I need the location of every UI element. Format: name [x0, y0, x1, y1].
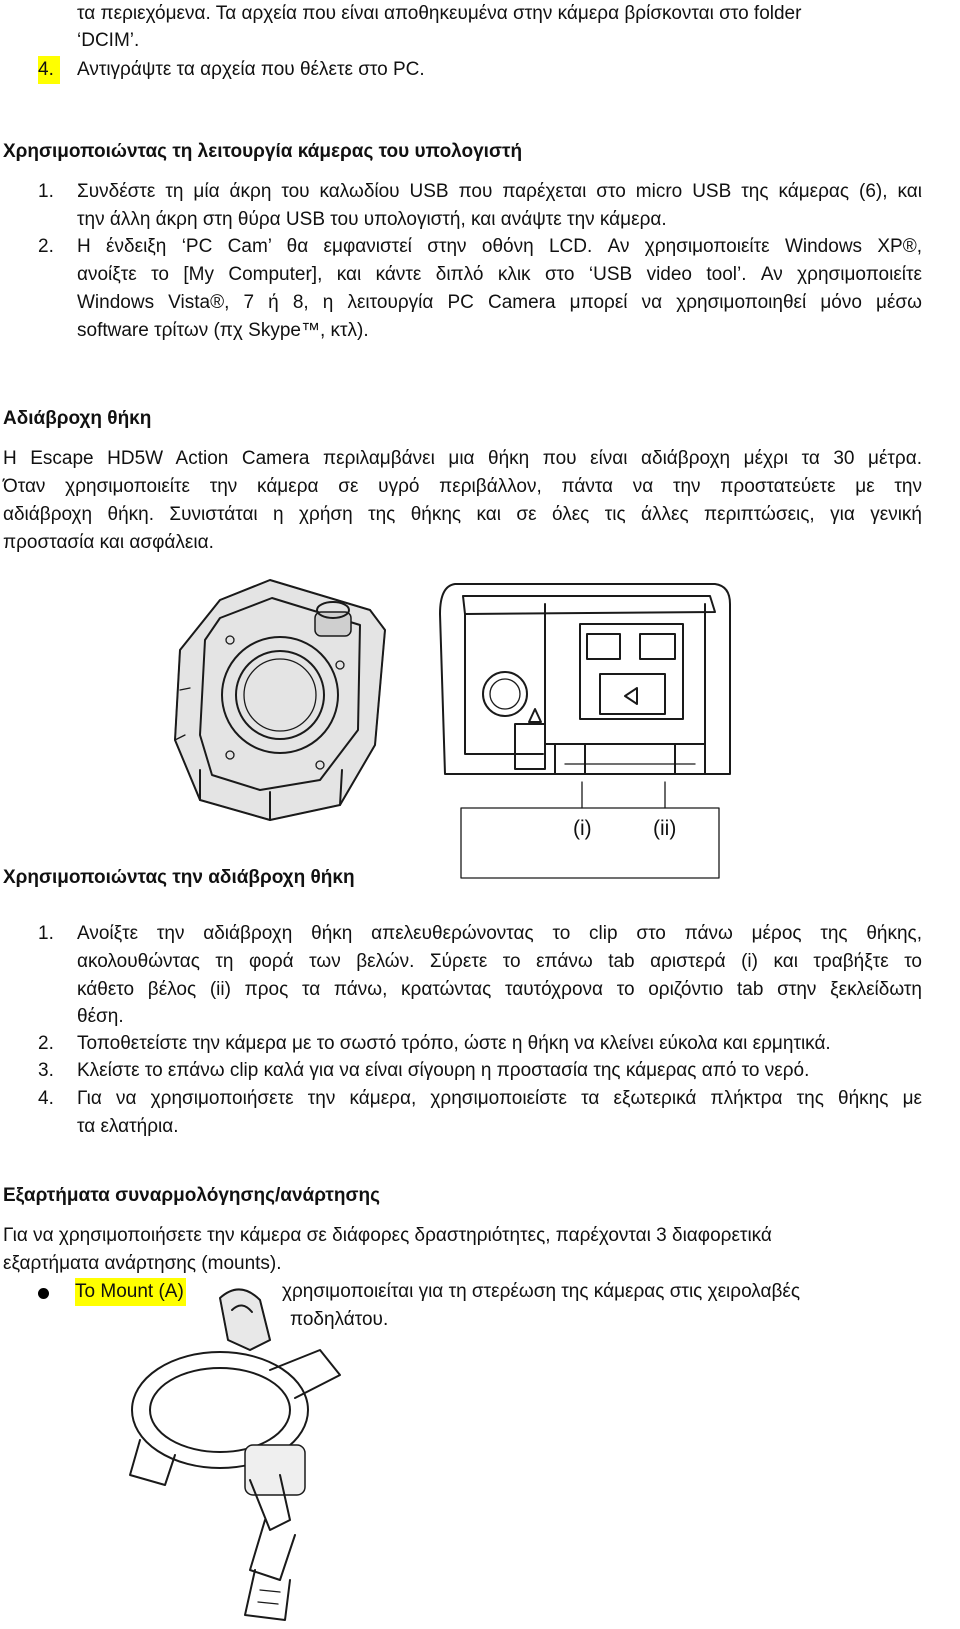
waterproof-line-1: Η Escape HD5W Action Camera περιλαμβάνει μια θήκη που είναι αδιάβροχη μέχρι τα 30 μέτρα. [3, 448, 922, 469]
pc-step-1-number: 1. [38, 181, 54, 202]
figure-label-ii: (ii) [653, 817, 677, 840]
handlebar-mount-illustration [120, 1280, 400, 1625]
case-step-1-line-2: ακολουθώντας τη φορά των βελών. Σύρετε το επάνω tab αριστερά (i) και τραβήξτε το [77, 951, 922, 972]
case-step-1-line-4: θέση. [77, 1006, 124, 1027]
waterproof-housing-front-illustration [160, 570, 410, 830]
pc-camera-heading: Χρησιμοποιώντας τη λειτουργία κάμερας του υπολογιστή [3, 141, 523, 162]
case-step-4-line-1: Για να χρησιμοποιήσετε την κάμερα, χρησιμοποιείστε τα εξωτερικά πλήκτρα της θήκης με [77, 1088, 922, 1109]
mount-a-desc-line-2: ποδηλάτου. [290, 1309, 389, 1330]
pc-step-1-line-2: την άλλη άκρη στη θύρα USB του υπολογιστή, και ανάψτε την κάμερα. [77, 209, 667, 230]
mounts-line-2: εξαρτήματα ανάρτησης (mounts). [3, 1253, 282, 1274]
mounts-heading: Εξαρτήματα συναρμολόγησης/ανάρτησης [3, 1185, 380, 1206]
case-step-2-line-1: Τοποθετείστε την κάμερα με το σωστό τρόπο, ώστε η θήκη να κλείνει εύκολα και ερμητικά. [77, 1033, 831, 1054]
waterproof-housing-back-illustration [425, 574, 735, 794]
mount-a-desc-line-1: χρησιμοποιείται για τη στερέωση της κάμερας στις χειρολαβές [282, 1281, 801, 1302]
case-step-1-line-3: κάθετο βέλος (ii) προς τα πάνω, κρατώντας ταυτόχρονα το οριζόντιο tab στην ξεκλείδωτη [77, 979, 922, 1000]
pc-step-2-line-1: Η ένδειξη ‘PC Cam’ θα εμφανιστεί στην οθόνη LCD. Αν χρησιμοποιείτε Windows XP®, [77, 236, 922, 257]
intro-step-4-text: Αντιγράψτε τα αρχεία που θέλετε στο PC. [77, 59, 425, 80]
case-step-4-number: 4. [38, 1088, 54, 1109]
pc-step-2-number: 2. [38, 236, 54, 257]
waterproof-line-4: προστασία και ασφάλεια. [3, 532, 214, 553]
bullet-dot [38, 1288, 49, 1299]
pc-step-2-line-4: software τρίτων (πχ Skype™, κτλ). [77, 320, 369, 341]
pc-step-2-line-3: Windows Vista®, 7 ή 8, η λειτουργία PC Camera μπορεί να χρησιμοποιηθεί μόνο μέσω [77, 292, 922, 313]
waterproof-line-3: αδιάβροχη θήκη. Συνιστάται η χρήση της θήκης και σε όλες τις άλλες περιπτώσεις, για γενική [3, 504, 922, 525]
intro-line-1: τα περιεχόμενα. Τα αρχεία που είναι αποθηκευμένα στην κάμερα βρίσκονται στο folder [77, 3, 802, 24]
mount-a-label: Το Mount (A) [75, 1278, 186, 1306]
case-step-2-number: 2. [38, 1033, 54, 1054]
intro-step-4-number: 4. [38, 56, 60, 84]
using-case-heading: Χρησιμοποιώντας την αδιάβροχη θήκη [3, 867, 355, 888]
intro-line-2: ‘DCIM’. [77, 30, 140, 51]
case-step-3-line-1: Κλείστε το επάνω clip καλά για να είναι σίγουρη η προστασία της κάμερας από το νερό. [77, 1060, 810, 1081]
pc-step-1-line-1: Συνδέστε τη μία άκρη του καλωδίου USB που παρέχεται στο micro USB της κάμερας (6), και [77, 181, 922, 202]
case-step-1-number: 1. [38, 923, 54, 944]
case-step-1-line-1: Ανοίξτε την αδιάβροχη θήκη απελευθερώνοντας το clip στο πάνω μέρος της θήκης, [77, 923, 922, 944]
waterproof-heading: Αδιάβροχη θήκη [3, 408, 152, 429]
mounts-line-1: Για να χρησιμοποιήσετε την κάμερα σε διάφορες δραστηριότητες, παρέχονται 3 διαφορετικά [3, 1225, 772, 1246]
waterproof-line-2: Όταν χρησιμοποιείτε την κάμερα σε υγρό περιβάλλον, πάντα να την προστατεύετε με την [3, 476, 922, 497]
pc-step-2-line-2: ανοίξτε το [My Computer], και κάντε διπλό κλικ στο ‘USB video tool’. Αν χρησιμοποιείτε [77, 264, 922, 285]
figure-label-i: (i) [573, 817, 592, 840]
case-step-3-number: 3. [38, 1060, 54, 1081]
case-step-4-line-2: τα ελατήρια. [77, 1116, 179, 1137]
